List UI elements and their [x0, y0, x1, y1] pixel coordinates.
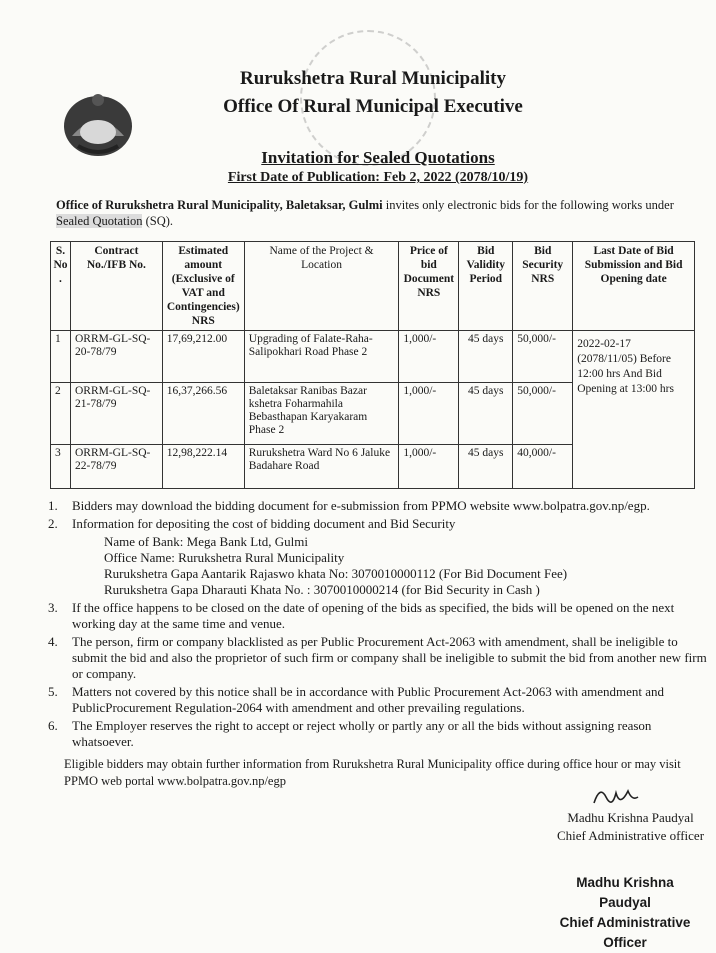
intro-text: invites only electronic bids for the following works under: [382, 198, 674, 212]
note-text: The person, firm or company blacklisted as per Public Procurement Act-2063 with amendment, shall be ineligible to submit the bid and also the proprietor of such firm or company shall be ineligible to submit the bid from another new firm or company.: [72, 634, 707, 681]
intro-paragraph: [56, 197, 676, 229]
cell-price: 1,000/-: [399, 383, 459, 445]
cell-price: 1,000/-: [399, 445, 459, 489]
cell-project: Baletaksar Ranibas Bazar kshetra Foharmahila Bebasthapan Karyakaram Phase 2: [244, 383, 399, 445]
cell-amount: 12,98,222.14: [162, 445, 244, 489]
cell-price: 1,000/-: [399, 331, 459, 383]
intro-tail: (SQ).: [142, 214, 174, 228]
table-row: [51, 331, 695, 383]
signatory-stamp: [555, 873, 695, 953]
intro-office: Office of Rurukshetra Rural Municipality, Baletaksar, Gulmi: [56, 198, 383, 212]
cell-project: Upgrading of Falate-Raha-Salipokhari Road Phase 2: [244, 331, 399, 383]
office-name: Office Name: Rurukshetra Rural Municipality: [104, 550, 345, 565]
stamp-name: Madhu Krishna Paudyal: [576, 875, 674, 910]
cell-validity: 45 days: [459, 445, 513, 489]
note-5: 5. Matters not covered by this notice shall be in accordance with Public Procurement Act-2063 with amendment and PublicProcurement Regulation-2064 with amendment and other prevailing regulations.: [48, 684, 665, 715]
note-4: 4. The person, firm or company blacklisted as per Public Procurement Act-2063 with amendment, shall be ineligible to submit the bid and also the proprietor of such firm or company shall be ineligible to submit the bid from another new firm or company.: [48, 634, 707, 681]
signatory-block: [548, 809, 713, 845]
khata-document-fee: Rurukshetra Gapa Aantarik Rajaswo khata No: 3070010000112 (For Bid Document Fee): [104, 566, 568, 581]
note-text: Information for depositing the cost of bidding document and Bid Security: [72, 516, 456, 531]
table-header-row: [51, 242, 695, 331]
cell-last-date: 2022-02-17 (2078/11/05) Before 12:00 hrs And Bid Opening at 13:00 hrs: [573, 331, 695, 489]
col-contract: Contract No./IFB No.: [70, 242, 162, 331]
cell-security: 50,000/-: [513, 331, 573, 383]
cell-project: Rurukshetra Ward No 6 Jaluke Badahare Road: [244, 445, 399, 489]
note-2: 2. Information for depositing the cost of bidding document and Bid Security: [48, 516, 456, 531]
col-security: Bid Security NRS: [513, 242, 573, 331]
publication-date: First Date of Publication: Feb 2, 2022 (2078/10/19): [227, 170, 529, 185]
cell-amount: 17,69,212.00: [162, 331, 244, 383]
cell-contract: ORRM-GL-SQ-20-78/79: [70, 331, 162, 383]
note-3: 3. If the office happens to be closed on the date of opening of the bids as specified, the bids will be opened on the next working day at the same time and venue.: [48, 600, 675, 631]
khata-bid-security: Rurukshetra Gapa Dharauti Khata No. : 3070010000214 (for Bid Security in Cash ): [104, 582, 540, 597]
col-last-date: Last Date of Bid Submission and Bid Opening date: [573, 242, 695, 331]
cell-contract: ORRM-GL-SQ-22-78/79: [70, 445, 162, 489]
signatory-name: Madhu Krishna Paudyal: [567, 810, 694, 825]
note-6: 6. The Employer reserves the right to accept or reject wholly or partly any or all the bids without assigning reason whatsoever.: [48, 718, 652, 749]
office-title: Office Of Rural Municipal Executive: [223, 96, 523, 117]
cell-security: 40,000/-: [513, 445, 573, 489]
intro-highlight: Sealed Quotation: [56, 214, 143, 228]
cell-contract: ORRM-GL-SQ-21-78/79: [70, 383, 162, 445]
bank-name: Name of Bank: Mega Bank Ltd, Gulmi: [104, 534, 308, 549]
note-text: Bidders may download the bidding document for e-submission from PPMO website www.bolpatra.gov.np/egp.: [72, 498, 650, 513]
note-1: 1. Bidders may download the bidding document for e-submission from PPMO website www.bolpatra.gov.np/egp.: [48, 498, 650, 513]
eligible-bidders-note: Eligible bidders may obtain further information from Rurukshetra Rural Municipality office during office hour or may visit PPMO web portal www.bolpatra.gov.np/egp: [64, 757, 681, 788]
cell-validity: 45 days: [459, 331, 513, 383]
cell-security: 50,000/-: [513, 383, 573, 445]
col-project: Name of the Project & Location: [244, 242, 399, 331]
stamp-title: Chief Administrative Officer: [559, 915, 691, 950]
cell-amount: 16,37,266.56: [162, 383, 244, 445]
cell-sn: 2: [51, 383, 71, 445]
cell-validity: 45 days: [459, 383, 513, 445]
note-text: If the office happens to be closed on the date of opening of the bids as specified, the bids will be opened on the next working day at the same time and venue.: [72, 600, 675, 631]
handwritten-signature: [590, 783, 640, 811]
cell-sn: 1: [51, 331, 71, 383]
notice-title: Invitation for Sealed Quotations: [261, 148, 495, 167]
col-validity: Bid Validity Period: [459, 242, 513, 331]
municipality-title: Rurukshetra Rural Municipality: [239, 68, 507, 89]
col-price: Price of bid Document NRS: [399, 242, 459, 331]
note-text: Matters not covered by this notice shall be in accordance with Public Procurement Act-2063 with amendment and PublicProcurement Regulation-2064 with amendment and other prevailing regulations.: [72, 684, 665, 715]
notes-list: [48, 498, 708, 752]
col-sn: S. No .: [51, 242, 71, 331]
bids-table: [50, 241, 695, 489]
cell-sn: 3: [51, 445, 71, 489]
signatory-title: Chief Administrative officer: [556, 828, 705, 843]
col-amount: Estimated amount (Exclusive of VAT and Contingencies) NRS: [162, 242, 244, 331]
note-text: The Employer reserves the right to accept or reject wholly or partly any or all the bids without assigning reason whatsoever.: [72, 718, 652, 749]
